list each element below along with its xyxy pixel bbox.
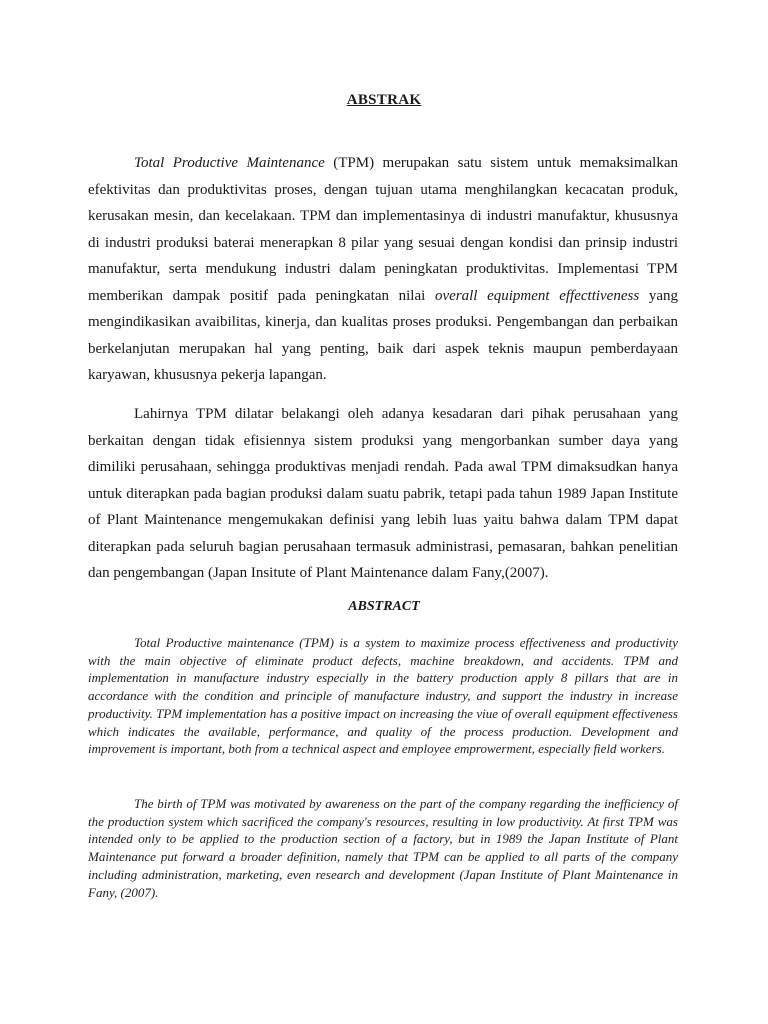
abstrak-text-part-a: (TPM) merupakan satu sistem untuk memaksimalkan efektivitas dan produktivitas proses, dengan tujuan utama menghilangkan kecacatan produk, kerusakan mesin, dan kecelakaan. TPM dan implementasinya di industri manufaktur, khususnya di industri produksi baterai menerapkan 8 pilar yang sesuai dengan kondisi dan prinsip industri manufaktur, serta mendukung industri dalam peningkatan produktivitas. Implementasi TPM memberikan dampak positif pada peningkatan nilai (88, 155, 678, 304)
abstrak-paragraph-2 (88, 401, 678, 587)
abstrak-text-part-c: yang mengindikasikan avaibilitas, kinerja, dan kualitas proses produksi. Pengembangan dan perbaikan berkelanjutan merupakan hal yang penting, baik dari aspek teknis maupun pemberdayaan karyawan, khususnya pekerja lapangan. (88, 287, 678, 383)
abstrak-paragraph-2-text: Lahirnya TPM dilatar belakangi oleh adanya kesadaran dari pihak perusahaan yang berkaitan dengan tidak efisiennya sistem produksi yang mengorbankan sumber daya yang dimiliki perusahaan, sehingga produktivas menjadi rendah. Pada awal TPM dimaksudkan hanya untuk diterapkan pada bagian produksi dalam suatu pabrik, tetapi pada tahun 1989 Japan Institute of Plant Maintenance mengemukakan definisi yang lebih luas yaitu bahwa dalam TPM dapat diterapkan pada seluruh bagian perusahaan termasuk administrasi, pemasaran, bahkan penelitian dan pengembangan (Japan Insitute of Plant Maintenance dalam Fany,(2007). (88, 406, 678, 581)
abstract-title: ABSTRACT (348, 599, 420, 614)
abstract-paragraph-1-text: Total Productive maintenance (TPM) is a system to maximize process effectiveness and productivity with the main objective of eliminate product defects, machine breakdown, and accidents. TPM and implementation in manufacture industry especially in the battery production apply 8 pillars that are in accordance with the condition and principle of manufacture industry, and support the industry in increase productivity. TPM implementation has a positive impact on increasing the viue of overall equipment effectiveness which indicates the available, performance, and quality of the process production. Development and improvement is important, both from a technical aspect and employee emprowerment, especially field workers. (88, 635, 678, 757)
abstract-paragraph-2 (88, 795, 678, 901)
abstrak-term-oee: overall equipment effecttiveness (434, 287, 640, 304)
abstract-paragraph-2-text: The birth of TPM was motivated by awareness on the part of the company regarding the inefficiency of the production system which sacrificed the company's resources, resulting in low productivity. At first TPM was intended only to be applied to the production section of a factory, but in 1989 the Japan Institute of Plant Maintenance put forward a broader definition, namely that TPM can be applied to all parts of the company including administration, marketing, even research and development (Japan Institute of Plant Maintenance in Fany, (2007). (88, 796, 678, 900)
abstract-paragraph-1 (88, 634, 678, 758)
abstrak-paragraph-1 (88, 150, 678, 389)
abstrak-term-tpm: Total Productive Maintenance (134, 155, 325, 171)
abstrak-title: ABSTRAK (346, 92, 422, 108)
